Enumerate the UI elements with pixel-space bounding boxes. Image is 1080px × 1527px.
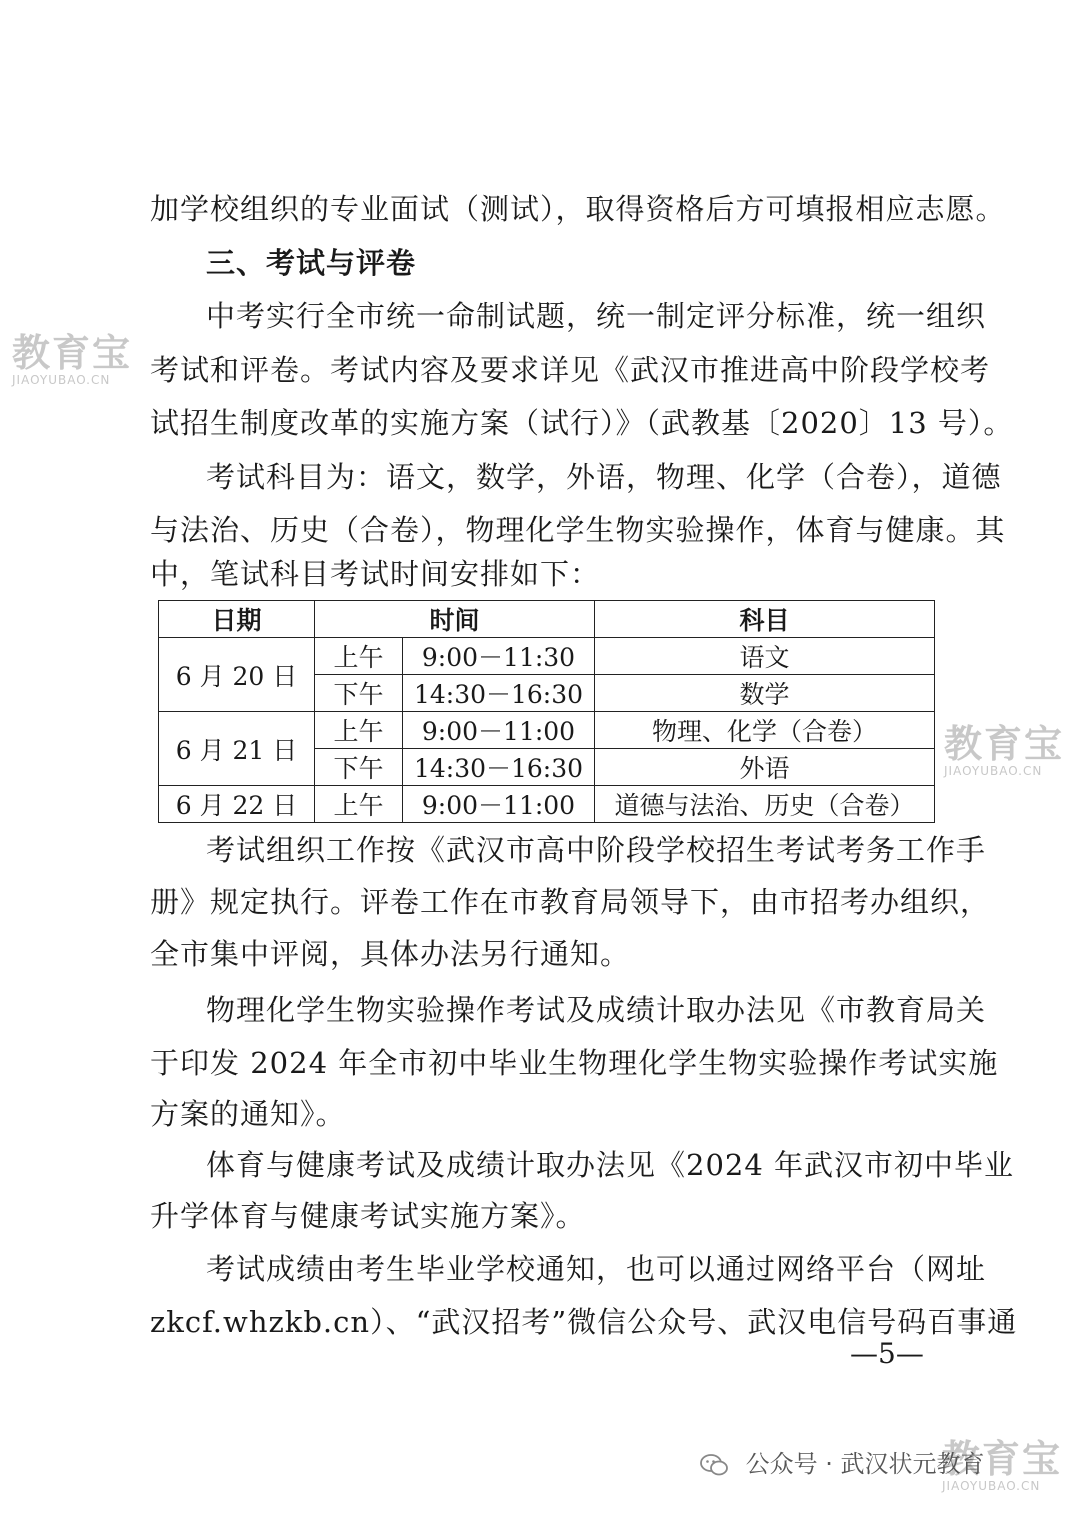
subject-cell: 外语 <box>595 749 935 786</box>
paragraph-line: 考试成绩由考生毕业学校通知，也可以通过网络平台（网址 <box>206 1252 987 1286</box>
table-header-row <box>159 601 935 638</box>
footer-credit <box>700 1444 985 1479</box>
header-time: 时间 <box>315 601 595 638</box>
paragraph-line: 考试科目为：语文，数学，外语，物理、化学（合卷），道德 <box>206 460 1002 494</box>
time-cell: 14:30－16:30 <box>403 675 595 712</box>
footer-text: 公众号 · 武汉状元教育 <box>745 1450 985 1478</box>
period-cell: 下午 <box>315 675 403 712</box>
period-cell: 下午 <box>315 749 403 786</box>
time-cell: 9:00－11:30 <box>403 638 595 675</box>
period-cell: 上午 <box>315 638 403 675</box>
date-cell: 6 月 20 日 <box>159 638 315 712</box>
section-heading: 三、考试与评卷 <box>206 246 417 280</box>
wechat-icon <box>700 1454 728 1476</box>
date-cell: 6 月 21 日 <box>159 712 315 786</box>
paragraph-line: 方案的通知》。 <box>150 1097 346 1131</box>
subject-cell: 物理、化学（合卷） <box>595 712 935 749</box>
paragraph-line: 试招生制度改革的实施方案（试行）》（武教基〔2020〕13 号）。 <box>150 406 1014 440</box>
paragraph-line: 册》规定执行。评卷工作在市教育局领导下，由市招考办组织， <box>150 885 991 919</box>
watermark-right <box>944 724 1064 778</box>
period-cell: 上午 <box>315 786 403 823</box>
table-row <box>159 638 935 675</box>
table-row <box>159 786 935 823</box>
date-cell: 6 月 22 日 <box>159 786 315 823</box>
time-cell: 9:00－11:00 <box>403 712 595 749</box>
period-cell: 上午 <box>315 712 403 749</box>
watermark-title: 教育宝 <box>12 331 133 375</box>
paragraph-line: 体育与健康考试及成绩计取办法见《2024 年武汉市初中毕业 <box>206 1148 1015 1182</box>
watermark-url: JIAOYUBAO.CN <box>944 764 1043 778</box>
subject-cell: 语文 <box>595 638 935 675</box>
paragraph-line: zkcf.whzkb.cn）、“武汉招考”微信公众号、武汉电信号码百事通 <box>150 1305 1018 1339</box>
watermark-url: JIAOYUBAO.CN <box>12 373 111 387</box>
watermark-url: JIAOYUBAO.CN <box>942 1479 1041 1493</box>
time-cell: 9:00－11:00 <box>403 786 595 823</box>
page-number: —5— <box>850 1337 924 1370</box>
header-subject: 科目 <box>595 601 935 638</box>
paragraph-line: 升学体育与健康考试实施方案》。 <box>150 1199 586 1233</box>
paragraph-line: 物理化学生物实验操作考试及成绩计取办法见《市教育局关 <box>206 993 987 1027</box>
subject-cell: 道德与法治、历史（合卷） <box>595 786 935 823</box>
watermark-title: 教育宝 <box>942 1437 1063 1481</box>
header-date: 日期 <box>159 601 315 638</box>
paragraph-line: 于印发 2024 年全市初中毕业生物理化学生物实验操作考试实施 <box>150 1046 999 1080</box>
exam-schedule-table <box>158 600 935 823</box>
table-row <box>159 712 935 749</box>
watermark-left <box>12 333 132 387</box>
time-cell: 14:30－16:30 <box>403 749 595 786</box>
subject-cell: 数学 <box>595 675 935 712</box>
paragraph-line: 中考实行全市统一命制试题，统一制定评分标准，统一组织 <box>206 299 987 333</box>
paragraph-line: 全市集中评阅，具体办法另行通知。 <box>150 937 631 971</box>
paragraph-line: 中，笔试科目考试时间安排如下： <box>150 557 601 591</box>
paragraph-line: 加学校组织的专业面试（测试），取得资格后方可填报相应志愿。 <box>150 192 1006 226</box>
paragraph-line: 考试和评卷。考试内容及要求详见《武汉市推进高中阶段学校考 <box>150 353 991 387</box>
paragraph-line: 考试组织工作按《武汉市高中阶段学校招生考试考务工作手 <box>206 833 987 867</box>
paragraph-line: 与法治、历史（合卷），物理化学生物实验操作，体育与健康。其 <box>150 513 1006 547</box>
watermark-title: 教育宝 <box>944 722 1065 766</box>
